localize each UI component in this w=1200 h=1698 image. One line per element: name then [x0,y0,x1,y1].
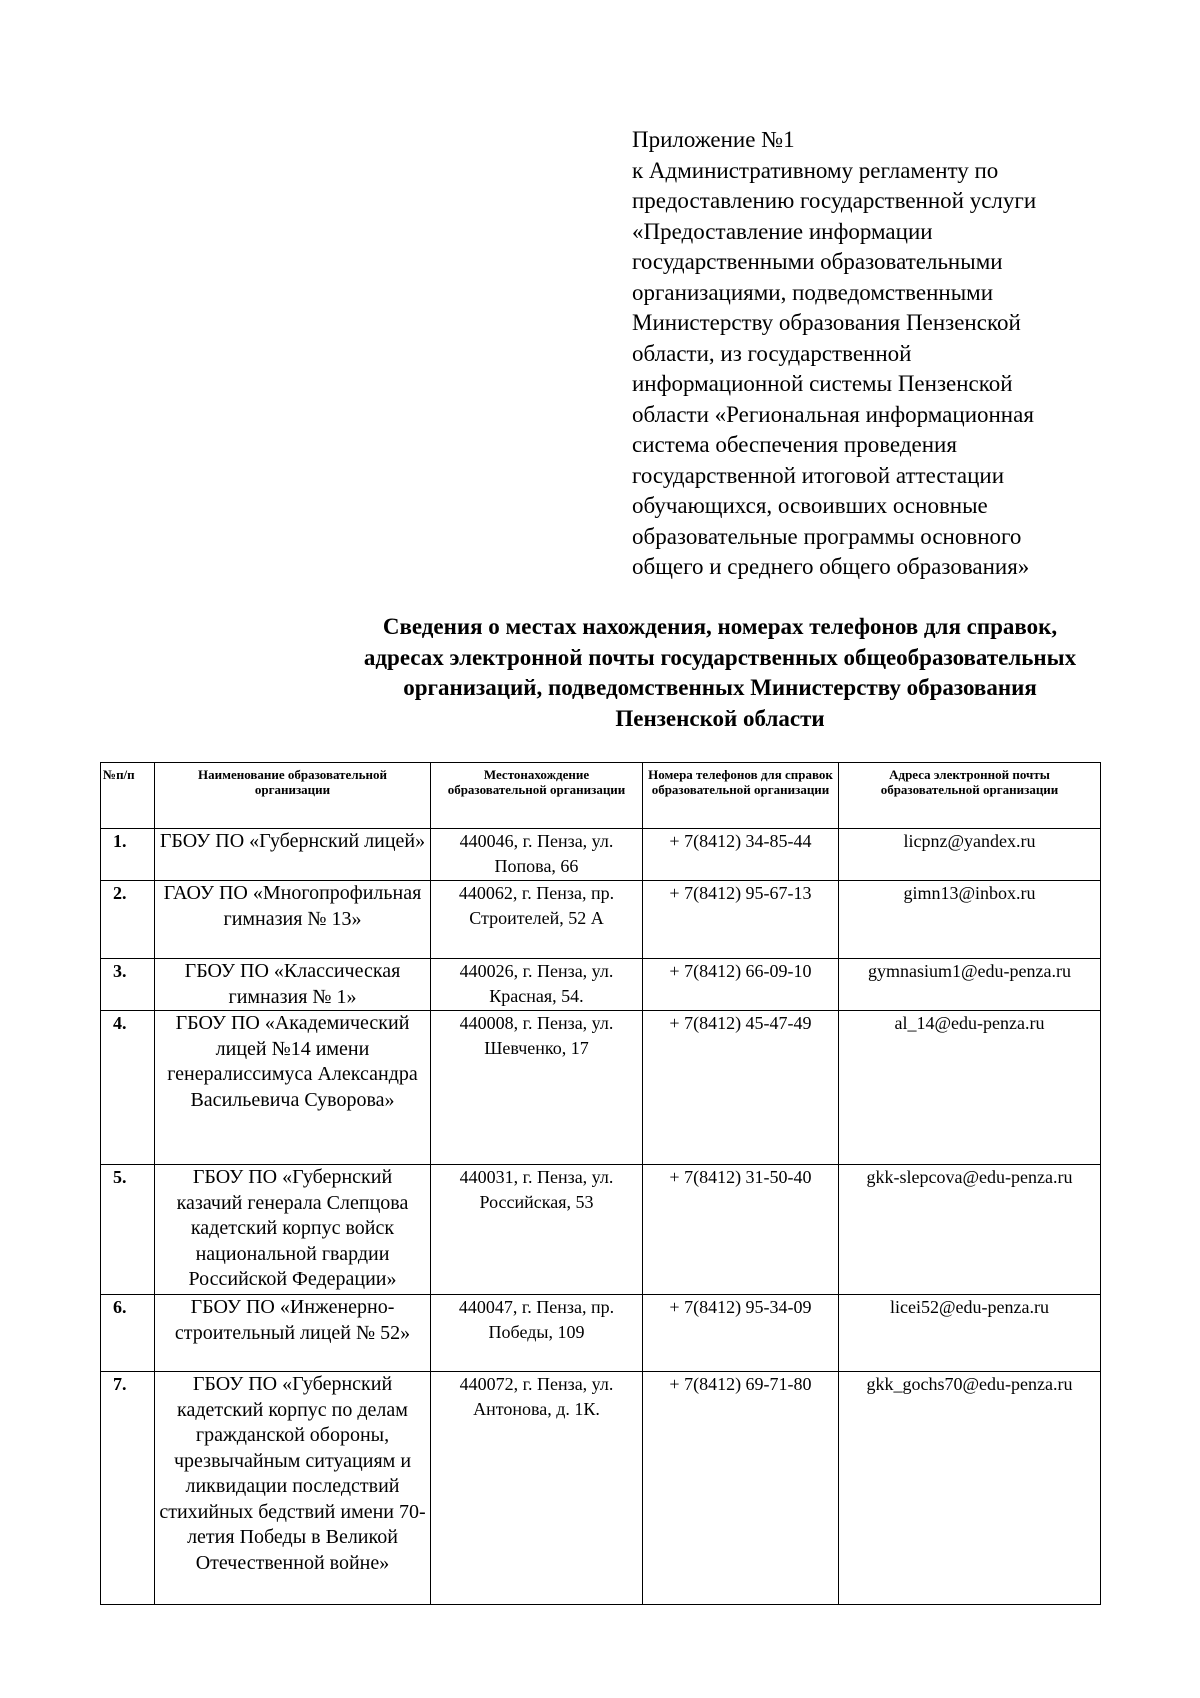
header-phone: Номера телефонов для справок образовательной организации [643,763,839,829]
row-number: 1. [101,829,155,881]
row-number: 4. [101,1011,155,1165]
org-name: ГБОУ ПО «Губернский кадетский корпус по делам гражданской обороны, чрезвычайным ситуациям и ликвидации последствий стихийных бедствий имени 70-летия Победы в Великой Отечественной войне» [155,1372,431,1605]
table-row [101,1011,1101,1165]
table-row [101,881,1101,959]
annex-line: государственными образовательными [632,249,1003,274]
org-phone: + 7(8412) 66-09-10 [643,959,839,1011]
heading-line: Сведения о местах нахождения, номерах телефонов для справок, [382,614,1058,639]
row-number: 3. [101,959,155,1011]
org-email: gymnasium1@edu-penza.ru [839,959,1101,1011]
row-number: 7. [101,1372,155,1605]
table-row [101,1295,1101,1372]
annex-line: области «Региональная информационная [632,401,1034,427]
annex-line: организациями, подведомственными [632,279,994,305]
org-address: 440047, г. Пенза, пр. Победы, 109 [431,1295,643,1372]
table-row [101,959,1101,1011]
annex-line: система обеспечения проведения [632,432,957,457]
org-name: ГБОУ ПО «Губернский лицей» [155,829,431,881]
annex-line: к Административному регламенту по [632,157,999,183]
org-email: gimn13@inbox.ru [839,881,1101,959]
table-row [101,829,1101,881]
annex-line: обучающихся, освоивших основные [632,493,988,518]
table-row [101,1372,1101,1605]
org-phone: + 7(8412) 95-34-09 [643,1295,839,1372]
org-name: ГБОУ ПО «Классическая гимназия № 1» [155,959,431,1011]
org-phone: + 7(8412) 69-71-80 [643,1372,839,1605]
annex-line: «Предоставление информации [632,218,933,244]
annex-line: области, из государственной [632,340,912,366]
heading-line: Пензенской области [615,705,825,731]
org-phone: + 7(8412) 34-85-44 [643,829,839,881]
annex-line: предоставлению государственной услуги [632,188,1037,213]
org-name: ГБОУ ПО «Академический лицей №14 имени генералиссимуса Александра Васильевича Суворова» [155,1011,431,1165]
org-email: gkk-slepcova@edu-penza.ru [839,1165,1101,1295]
org-email: licei52@edu-penza.ru [839,1295,1101,1372]
annex-line: информационной системы Пензенской [632,371,1013,396]
row-number: 2. [101,881,155,959]
annex-line: Министерству образования Пензенской [632,310,1021,335]
org-address: 440046, г. Пенза, ул. Попова, 66 [431,829,643,881]
annex-line: общего и среднего общего образования» [632,554,1030,579]
annex-line: государственной итоговой аттестации [632,462,1005,488]
annex-line: образовательные программы основного [632,523,1022,549]
section-heading [240,612,1200,734]
org-address: 440062, г. Пенза, пр. Строителей, 52 А [431,881,643,959]
header-address: Местонахождение образовательной организации [431,763,643,829]
org-name: ГБОУ ПО «Инженерно-строительный лицей № 52» [155,1295,431,1372]
org-name: ГБОУ ПО «Губернский казачий генерала Слепцова кадетский корпус войск национальной гвардии Российской Федерации» [155,1165,431,1295]
org-phone: + 7(8412) 45-47-49 [643,1011,839,1165]
org-phone: + 7(8412) 95-67-13 [643,881,839,959]
header-email: Адреса электронной почты образовательной организации [839,763,1101,829]
header-name: Наименование образовательной организации [155,763,431,829]
org-address: 440072, г. Пенза, ул. Антонова, д. 1К. [431,1372,643,1605]
org-address: 440026, г. Пенза, ул. Красная, 54. [431,959,643,1011]
org-name: ГАОУ ПО «Многопрофильная гимназия № 13» [155,881,431,959]
annex-line: Приложение №1 [632,127,795,152]
row-number: 6. [101,1295,155,1372]
header-num: №п/п [101,763,155,829]
org-address: 440031, г. Пенза, ул. Российская, 53 [431,1165,643,1295]
heading-line: организаций, подведомственных Министерству образования [403,675,1037,700]
org-address: 440008, г. Пенза, ул. Шевченко, 17 [431,1011,643,1165]
organizations-table [100,762,1101,1605]
org-email: al_14@edu-penza.ru [839,1011,1101,1165]
table-header-row [101,763,1101,829]
annex-block [632,125,1102,583]
org-email: gkk_gochs70@edu-penza.ru [839,1372,1101,1605]
org-phone: + 7(8412) 31-50-40 [643,1165,839,1295]
row-number: 5. [101,1165,155,1295]
org-email: licpnz@yandex.ru [839,829,1101,881]
table-row [101,1165,1101,1295]
heading-line: адресах электронной почты государственных общеобразовательных [363,644,1077,670]
